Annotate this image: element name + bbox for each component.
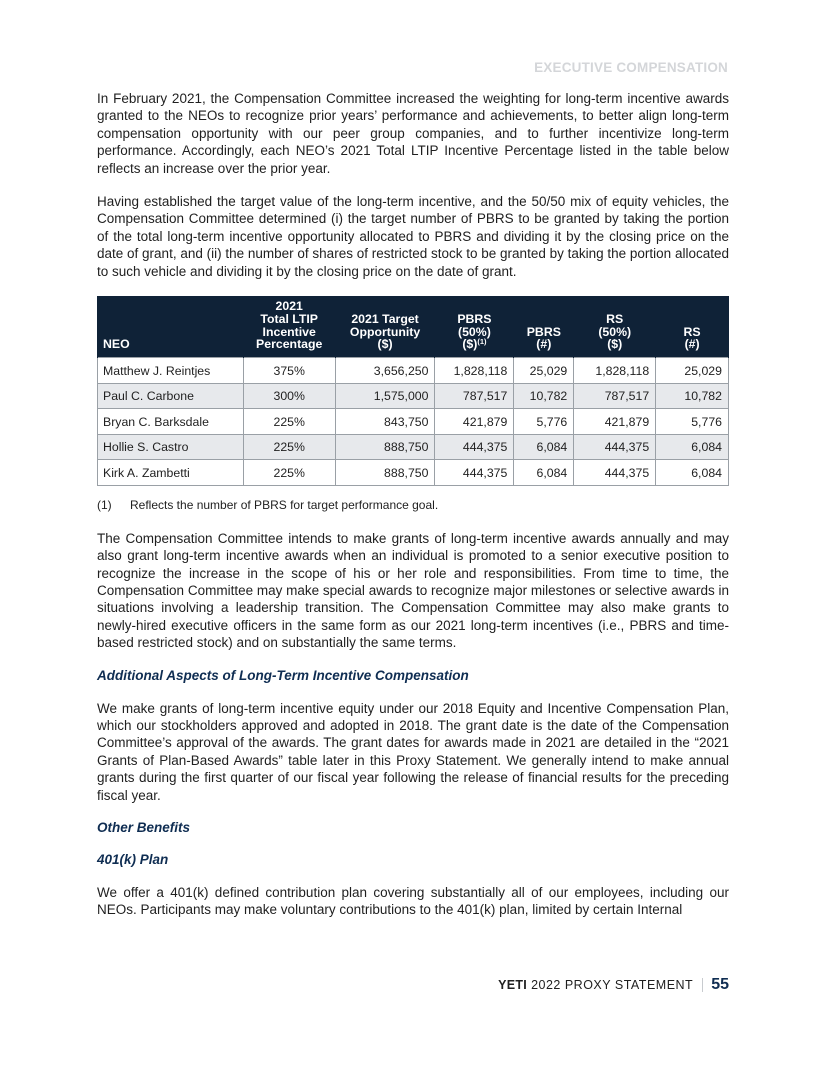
cell-neo-name: Kirk A. Zambetti xyxy=(98,460,244,486)
header-line: RS xyxy=(683,324,701,339)
paragraph-ltip-weighting: In February 2021, the Compensation Committee increased the weighting for long-term incentive awards granted to the NEOs to recognize prior years’ performance and achievements, to better align long-term compensation opportunity with our peer group companies, and to further incentivize long-term performance. Accordingly, each NEO’s 2021 Total LTIP Incentive Percentage listed in the table below reflects an increase over the prior year. xyxy=(97,91,729,176)
header-line-text: ($) xyxy=(462,337,478,352)
cell-rs-count: 10,782 xyxy=(656,383,729,409)
footnote-marker: (1) xyxy=(97,497,112,512)
header-line xyxy=(439,338,509,351)
header-rs-value xyxy=(574,296,656,358)
cell-pbrs-count: 25,029 xyxy=(514,358,574,384)
footer-divider xyxy=(702,978,703,992)
cell-pbrs-count: 6,084 xyxy=(514,460,574,486)
header-neo: NEO xyxy=(98,296,244,358)
section-header: EXECUTIVE COMPENSATION xyxy=(534,60,728,75)
header-rs-count xyxy=(656,296,729,358)
cell-neo-name: Bryan C. Barksdale xyxy=(98,409,244,435)
header-line: (50%) xyxy=(458,324,491,339)
header-line: ($) xyxy=(607,337,623,352)
header-line: (#) xyxy=(684,337,700,352)
footnote-text: Reflects the number of PBRS for target performance goal. xyxy=(130,497,439,512)
cell-rs-value: 444,375 xyxy=(574,460,656,486)
header-line: 2021 xyxy=(275,299,303,314)
cell-ltip-percentage: 225% xyxy=(243,434,335,460)
table-row xyxy=(98,460,729,486)
footer-document-name: 2022 PROXY STATEMENT xyxy=(531,978,694,992)
header-line: (#) xyxy=(536,337,552,352)
cell-ltip-percentage: 300% xyxy=(243,383,335,409)
cell-target-opportunity: 888,750 xyxy=(335,434,435,460)
header-line: Incentive xyxy=(262,324,316,339)
table-header-row xyxy=(98,296,729,358)
header-line: (50%) xyxy=(598,324,632,339)
header-line: PBRS xyxy=(457,311,492,326)
cell-neo-name: Paul C. Carbone xyxy=(98,383,244,409)
paragraph-grant-intentions: The Compensation Committee intends to make grants of long-term incentive awards annually and may also grant long-term incentive awards when an individual is promoted to a senior executive position to recognize the increase in the scope of his or her role and responsibilities. From time to time, the Compensation Committee may make special awards to recognize major milestones or selective awards in situations involving a leadership transition. The Compensation Committee may also make grants to newly-hired executive officers in the same form as our 2021 long-term incentives (i.e., PBRS and time-based restricted stock) and on substantially the same terms. xyxy=(97,530,729,651)
cell-target-opportunity: 1,575,000 xyxy=(335,383,435,409)
table-footnote xyxy=(97,498,729,512)
cell-rs-count: 5,776 xyxy=(656,409,729,435)
cell-rs-count: 6,084 xyxy=(656,434,729,460)
cell-pbrs-count: 5,776 xyxy=(514,409,574,435)
table-row xyxy=(98,434,729,460)
paragraph-equity-plan: We make grants of long-term incentive equity under our 2018 Equity and Incentive Compensation Plan, which our stockholders approved and adopted in 2018. The grant date is the date of the Compensation Committee’s approval of the awards. The grant dates for awards made in 2021 are detailed in the “2021 Grants of Plan-Based Awards” table later in this Proxy Statement. We generally intend to make annual grants during the first quarter of our fiscal year following the release of financial results for the preceding fiscal year. xyxy=(97,700,729,803)
page-content xyxy=(97,90,729,935)
cell-target-opportunity: 843,750 xyxy=(335,409,435,435)
cell-neo-name: Hollie S. Castro xyxy=(98,434,244,460)
header-ltip-percentage xyxy=(243,296,335,358)
cell-neo-name: Matthew J. Reintjes xyxy=(98,358,244,384)
header-line: Opportunity xyxy=(349,324,421,339)
cell-rs-count: 6,084 xyxy=(656,460,729,486)
cell-pbrs-value: 421,879 xyxy=(435,409,514,435)
cell-rs-value: 444,375 xyxy=(574,434,656,460)
cell-pbrs-value: 1,828,118 xyxy=(435,358,514,384)
header-target-opportunity xyxy=(335,296,435,358)
cell-rs-count: 25,029 xyxy=(656,358,729,384)
cell-pbrs-value: 444,375 xyxy=(435,434,514,460)
heading-401k-plan: 401(k) Plan xyxy=(97,852,169,868)
heading-other-benefits: Other Benefits xyxy=(97,820,191,836)
paragraph-target-determination: Having established the target value of the long-term incentive, and the 50/50 mix of equity vehicles, the Compensation Committee determined (i) the target number of PBRS to be granted by taking the portion of the total long-term incentive opportunity allocated to PBRS and dividing it by the closing price on the date of grant, and (ii) the number of shares of restricted stock to be granted by taking the portion allocated to such vehicle and dividing it by the closing price on the date of grant. xyxy=(97,194,729,279)
cell-ltip-percentage: 225% xyxy=(243,460,335,486)
header-pbrs-count xyxy=(514,296,574,358)
header-line: RS xyxy=(606,311,624,326)
paragraph-401k: We offer a 401(k) defined contribution plan covering substantially all of our employees, including our NEOs. Participants may make voluntary contributions to the 401(k) plan, limited by certain Internal xyxy=(97,885,729,918)
cell-pbrs-count: 10,782 xyxy=(514,383,574,409)
heading-additional-aspects: Additional Aspects of Long-Term Incentive Compensation xyxy=(97,667,469,683)
cell-pbrs-count: 6,084 xyxy=(514,434,574,460)
table-row xyxy=(98,383,729,409)
page-number: 55 xyxy=(711,976,729,993)
header-line: 2021 Target xyxy=(351,311,419,326)
table-row xyxy=(98,409,729,435)
header-line: ($) xyxy=(377,337,393,352)
cell-ltip-percentage: 375% xyxy=(243,358,335,384)
cell-pbrs-value: 444,375 xyxy=(435,460,514,486)
cell-rs-value: 1,828,118 xyxy=(574,358,656,384)
ltip-table xyxy=(97,296,729,486)
table-row xyxy=(98,358,729,384)
cell-target-opportunity: 3,656,250 xyxy=(335,358,435,384)
cell-rs-value: 421,879 xyxy=(574,409,656,435)
cell-ltip-percentage: 225% xyxy=(243,409,335,435)
cell-target-opportunity: 888,750 xyxy=(335,460,435,486)
header-line: Percentage xyxy=(256,337,323,352)
cell-rs-value: 787,517 xyxy=(574,383,656,409)
header-line: PBRS xyxy=(526,324,561,339)
cell-pbrs-value: 787,517 xyxy=(435,383,514,409)
footer-brand: YETI xyxy=(498,978,528,992)
footnote-reference: (1) xyxy=(477,337,487,347)
header-pbrs-value xyxy=(435,296,514,358)
page-footer xyxy=(498,976,729,994)
header-line: Total LTIP xyxy=(260,311,319,326)
